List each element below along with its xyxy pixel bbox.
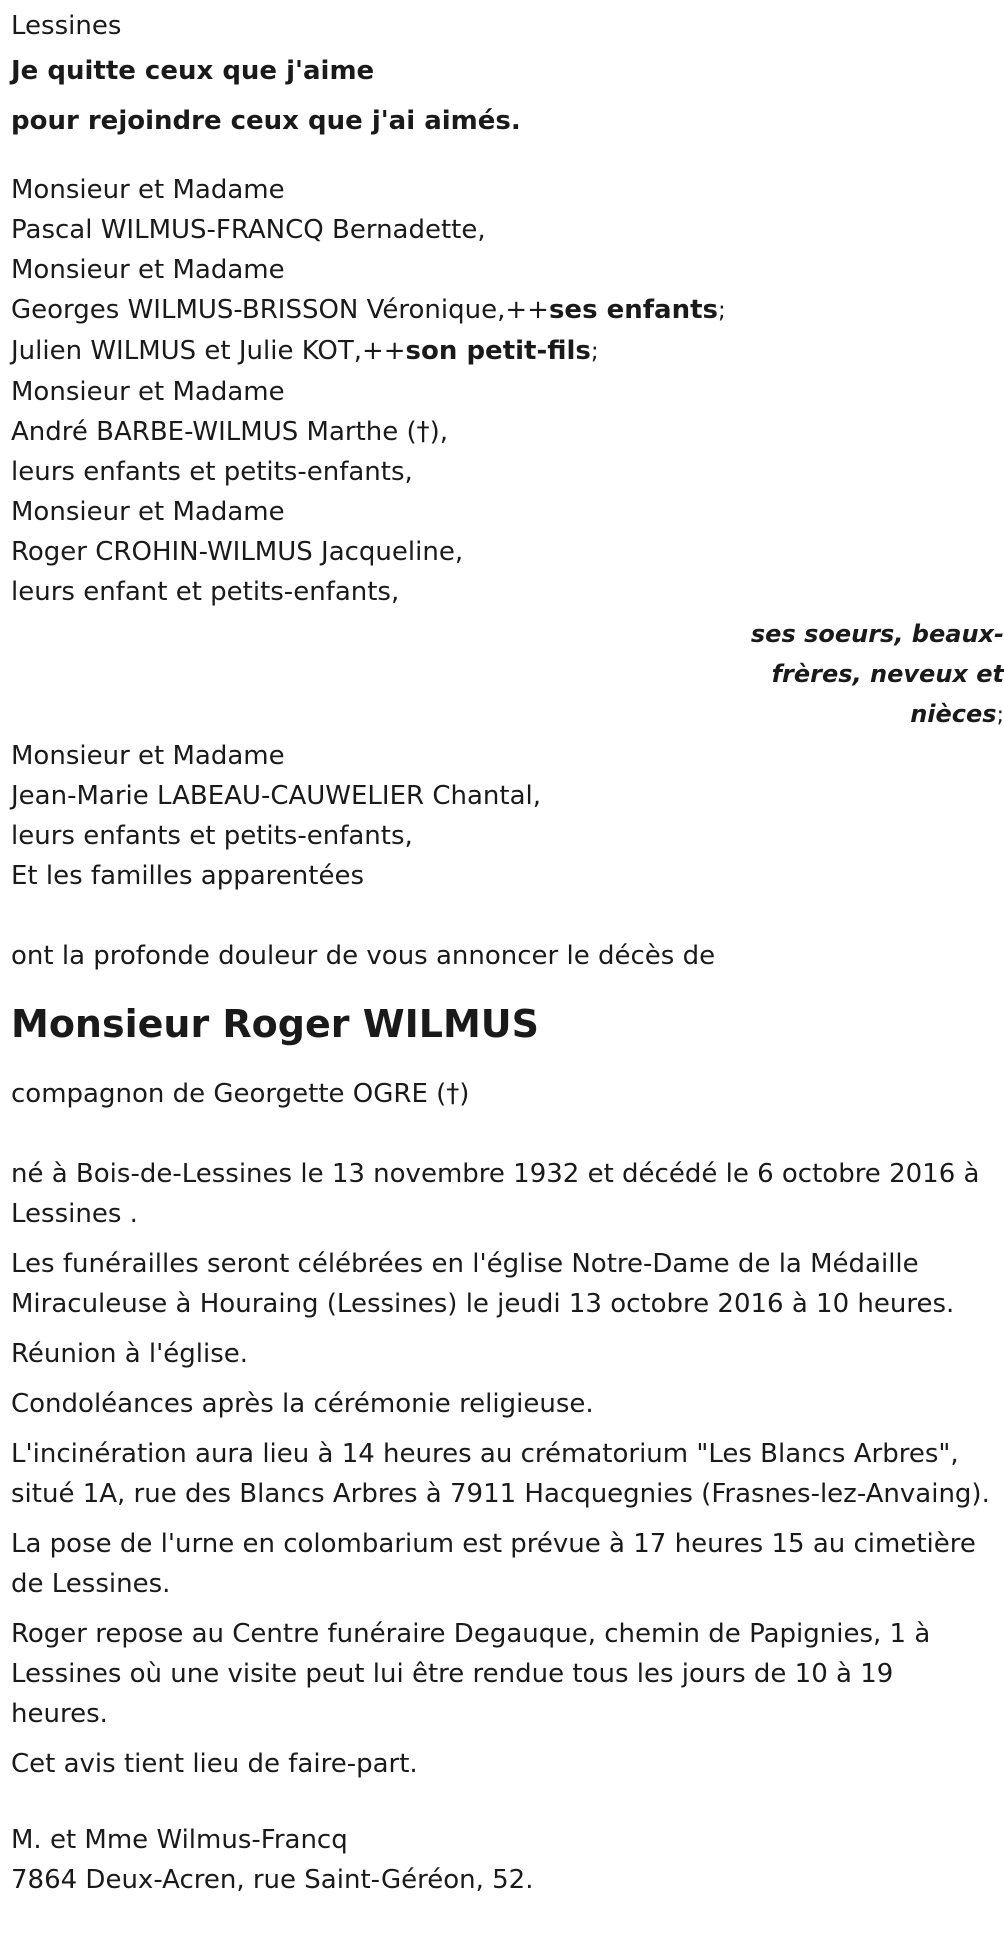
- family-relation-side: [744, 614, 1004, 736]
- paragraph-visit: Roger repose au Centre funéraire Degauque, chemin de Papignies, 1 à Lessines où une visite peut lui être rendue tous les jours de 10 à 19 heures.: [11, 1619, 931, 1729]
- family-line: Roger CROHIN-WILMUS Jacqueline,: [11, 537, 464, 567]
- family-line: Monsieur et Madame: [11, 497, 285, 527]
- companion-line: compagnon de Georgette OGRE (†): [11, 1079, 470, 1109]
- paragraph-cremation: L'incinération aura lieu à 14 heures au crématorium "Les Blancs Arbres", situé 1A, rue des Blancs Arbres à 7911 Hacquegnies (Frasnes-lez-Anvaing).: [11, 1439, 990, 1509]
- family-line-text: Georges WILMUS-BRISSON Véronique,++: [11, 295, 549, 325]
- family-line: André BARBE-WILMUS Marthe (†),: [11, 417, 449, 447]
- signature-line: M. et Mme Wilmus-Francq: [11, 1825, 348, 1855]
- paragraph-urn: La pose de l'urne en colombarium est prévue à 17 heures 15 au cimetière de Lessines.: [11, 1529, 976, 1599]
- paragraph-notice: Cet avis tient lieu de faire-part.: [11, 1749, 418, 1779]
- family-line: [11, 331, 996, 372]
- paragraph-funeral: Les funérailles seront célébrées en l'église Notre-Dame de la Médaille Miraculeuse à Houraing (Lessines) le jeudi 13 octobre 2016 à 10 heures.: [11, 1249, 955, 1319]
- signature-block: [11, 1820, 996, 1900]
- family-line: Jean-Marie LABEAU-CAUWELIER Chantal,: [11, 781, 542, 811]
- family-relation: son petit-fils: [405, 336, 591, 366]
- family-line: Monsieur et Madame: [11, 741, 285, 771]
- family-line: Et les familles apparentées: [11, 861, 365, 891]
- announcement: ont la profonde douleur de vous annoncer le décès de: [11, 941, 716, 971]
- family-line: leurs enfant et petits-enfants,: [11, 577, 400, 607]
- family-relation-side-line: ses soeurs, beaux-: [750, 620, 1004, 648]
- quote-line-2: pour rejoindre ceux que j'ai aimés.: [11, 106, 521, 136]
- family-line: Monsieur et Madame: [11, 175, 285, 205]
- family-line: Monsieur et Madame: [11, 377, 285, 407]
- family-list: [11, 170, 1004, 896]
- family-line: leurs enfants et petits-enfants,: [11, 457, 413, 487]
- family-line: Monsieur et Madame: [11, 255, 285, 285]
- family-semicolon: ;: [996, 703, 1004, 728]
- family-line: [11, 290, 996, 331]
- deceased-name: Monsieur Roger WILMUS: [11, 1002, 540, 1046]
- paragraph-meeting: Réunion à l'église.: [11, 1339, 249, 1369]
- family-line-text: Julien WILMUS et Julie KOT,++: [11, 336, 406, 366]
- family-line: Pascal WILMUS-FRANCQ Bernadette,: [11, 215, 486, 245]
- paragraph-birth-death: né à Bois-de-Lessines le 13 novembre 1932 et décédé le 6 octobre 2016 à Lessines .: [11, 1159, 980, 1229]
- location: Lessines: [11, 11, 122, 41]
- paragraph-condolences: Condoléances après la cérémonie religieuse.: [11, 1389, 594, 1419]
- family-semicolon: ;: [590, 339, 599, 365]
- family-semicolon: ;: [718, 298, 726, 324]
- family-line: leurs enfants et petits-enfants,: [11, 821, 413, 851]
- quote-line-1: Je quitte ceux que j'aime: [11, 56, 375, 86]
- family-relation-side-line: frères, neveux et: [771, 660, 1004, 688]
- family-relation: ses enfants: [548, 295, 719, 325]
- signature-line: 7864 Deux-Acren, rue Saint-Géréon, 52.: [11, 1865, 534, 1895]
- family-relation-side-line: nièces;: [910, 700, 1004, 728]
- obituary-content: [11, 6, 1004, 1900]
